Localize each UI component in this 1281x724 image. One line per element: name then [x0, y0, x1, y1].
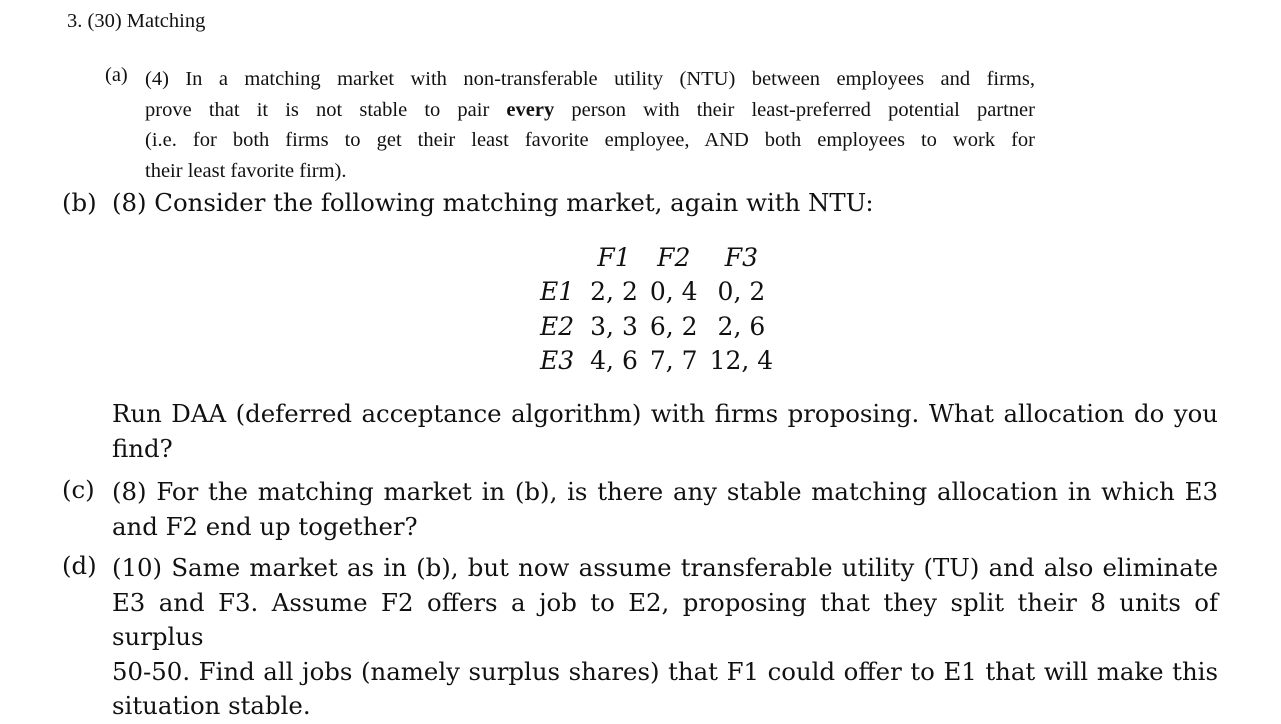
part-d-line-2: E3 and F3. Assume F2 offers a job to E2, proposing that they split their 8 units of surplus	[112, 587, 1218, 651]
table-row	[536, 344, 779, 379]
table-cell: 2, 6	[717, 311, 766, 341]
part-d-label: (d)	[62, 551, 97, 580]
table-cell: 0, 2	[717, 277, 766, 307]
question-heading: 3. (30) Matching	[67, 10, 206, 32]
table-cell: 4, 6	[590, 346, 638, 376]
part-a-line-2: prove that it is not stable to pair every person with their least-preferred potential partner	[145, 98, 1035, 121]
table-header-row	[536, 240, 779, 275]
table-row-header: E1	[540, 277, 575, 307]
part-d-line-4: situation stable.	[112, 691, 311, 720]
part-b-question-line-2: find?	[112, 433, 173, 463]
part-c-text	[112, 475, 1218, 544]
part-a-line-4: their least favorite firm).	[145, 159, 347, 182]
table-cell: 3, 3	[590, 311, 638, 341]
part-b-label: (b)	[62, 188, 97, 217]
table-column-header: F1	[597, 242, 631, 272]
part-b-question-line-1: Run DAA (deferred acceptance algorithm) with firms proposing. What allocation do you	[112, 399, 1218, 428]
table-cell: 12, 4	[709, 346, 774, 376]
part-d-line-1: (10) Same market as in (b), but now assume transferable utility (TU) and also eliminate	[112, 553, 1218, 582]
table-cell: 0, 4	[649, 277, 698, 307]
table-column-header: F2	[657, 242, 691, 272]
part-b-intro: (8) Consider the following matching market, again with NTU:	[112, 188, 874, 217]
table-row	[536, 275, 779, 310]
part-c-line-2: and F2 end up together?	[112, 511, 418, 541]
table-row	[536, 309, 779, 344]
table-row-header: E3	[540, 346, 575, 376]
part-a-line-3: (i.e. for both firms to get their least favorite employee, AND both employees to work for	[145, 129, 1035, 151]
part-c-label: (c)	[62, 475, 95, 504]
emphasis-every: every	[506, 98, 555, 121]
table-column-header: F3	[724, 242, 759, 272]
part-a-line-1: (4) In a matching market with non-transferable utility (NTU) between employees and firms,	[145, 68, 1035, 90]
part-c-line-1: (8) For the matching market in (b), is there any stable matching allocation in which E3	[112, 477, 1218, 506]
table-cell: 6, 2	[649, 311, 698, 341]
part-d-text	[112, 551, 1218, 724]
payoff-table	[536, 240, 779, 378]
part-a-label: (a)	[105, 64, 128, 86]
table-row-header: E2	[540, 311, 575, 341]
part-d-line-3: 50-50. Find all jobs (namely surplus shares) that F1 could offer to E1 that will make this	[112, 656, 1218, 686]
part-b-question	[112, 397, 1218, 466]
part-a-text	[145, 64, 1035, 186]
table-cell: 2, 2	[590, 277, 638, 307]
table-cell: 7, 7	[649, 346, 698, 376]
